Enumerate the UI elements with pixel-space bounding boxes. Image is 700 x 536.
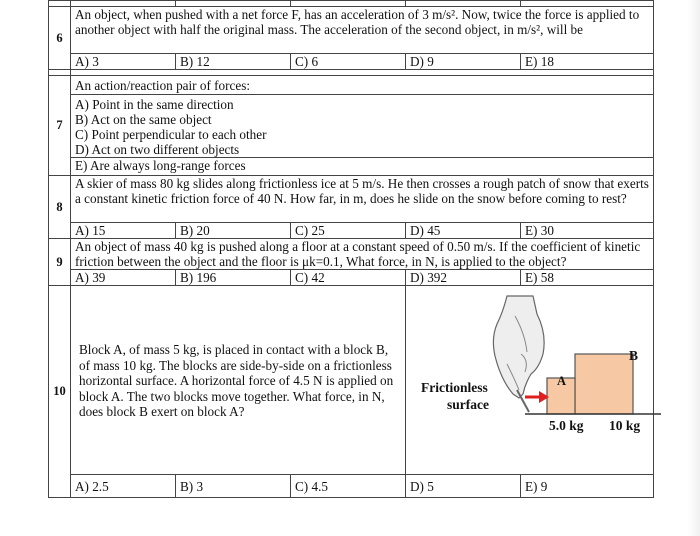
label-b: B — [629, 348, 639, 363]
question-number: 7 — [49, 76, 71, 176]
option-e[interactable]: E) 58 — [521, 270, 654, 286]
surface-label-2: surface — [447, 397, 489, 412]
blocks-figure — [421, 294, 661, 464]
option-b[interactable]: B) 196 — [176, 270, 291, 286]
mass-a-label: 5.0 kg — [549, 418, 584, 433]
option-a[interactable]: A) 2.5 — [71, 475, 176, 498]
question-number: 10 — [49, 286, 71, 498]
option-d[interactable]: D) 5 — [406, 475, 521, 498]
option-d[interactable]: D) 45 — [406, 223, 521, 239]
question-8-row — [49, 176, 654, 223]
question-number: 9 — [49, 239, 71, 286]
option-b[interactable]: B) Act on the same object — [75, 112, 212, 127]
mass-b-label: 10 kg — [609, 418, 641, 433]
question-number: 6 — [49, 7, 71, 70]
page-edge-shadow — [688, 0, 700, 536]
question-8-options — [49, 223, 654, 239]
question-text: A skier of mass 80 kg slides along frictionless ice at 5 m/s. He then crosses a rough patch of snow that exerts a constant kinetic friction force of 40 N. How far, in m, does he slide on the snow before coming to rest? — [71, 176, 654, 223]
question-9-options — [49, 270, 654, 286]
option-c[interactable]: C) 25 — [291, 223, 406, 239]
option-a[interactable]: A) 39 — [71, 270, 176, 286]
option-e[interactable]: E) 9 — [521, 475, 654, 498]
option-e[interactable]: E) 30 — [521, 223, 654, 239]
option-c[interactable]: C) 6 — [291, 54, 406, 70]
block-b — [575, 354, 633, 414]
question-text: An action/reaction pair of forces: — [71, 76, 654, 95]
option-a[interactable]: A) Point in the same direction — [75, 97, 234, 112]
question-6-options — [49, 54, 654, 70]
pushing-hand-icon — [493, 296, 544, 398]
option-a[interactable]: A) 3 — [71, 54, 176, 70]
option-d[interactable]: D) 9 — [406, 54, 521, 70]
option-e[interactable]: E) 18 — [521, 54, 654, 70]
option-b[interactable]: B) 12 — [176, 54, 291, 70]
question-table — [48, 0, 654, 498]
option-c[interactable]: C) 42 — [291, 270, 406, 286]
option-e[interactable]: E) Are always long-range forces — [71, 157, 653, 173]
surface-label-1: Frictionless — [421, 380, 488, 395]
question-text: An object, when pushed with a net force F, has an acceleration of 3 m/s². Now, twice the force is applied to another object with half the original mass. The acceleration of the second object, in m/s², will be — [71, 7, 654, 54]
question-number: 8 — [49, 176, 71, 239]
question-9-row — [49, 239, 654, 270]
option-d[interactable]: D) Act on two different objects — [75, 142, 240, 157]
option-c[interactable]: C) Point perpendicular to each other — [75, 127, 267, 142]
option-b[interactable]: B) 3 — [176, 475, 291, 498]
question-text: An object of mass 40 kg is pushed along a floor at a constant speed of 0.50 m/s. If the coefficient of kinetic friction between the object and the floor is μk=0.1, What force, in N, is applied to the object? — [71, 239, 654, 270]
label-a: A — [557, 374, 567, 388]
option-d[interactable]: D) 392 — [406, 270, 521, 286]
question-7-options — [49, 95, 654, 176]
question-10-options — [49, 475, 654, 498]
question-10-row — [49, 286, 654, 475]
question-text: Block A, of mass 5 kg, is placed in contact with a block B, of mass 10 kg. The blocks are side-by-side on a frictionless horizontal surface. A horizontal force of 4.5 N is applied on block A. The two blocks move together. What force, in N, does block B exert on block A? — [79, 342, 394, 419]
column-divider — [405, 286, 406, 474]
option-a[interactable]: A) 15 — [71, 223, 176, 239]
option-b[interactable]: B) 20 — [176, 223, 291, 239]
question-7-row — [49, 76, 654, 95]
option-c[interactable]: C) 4.5 — [291, 475, 406, 498]
figure-drawing — [421, 294, 661, 464]
question-6-row — [49, 7, 654, 54]
